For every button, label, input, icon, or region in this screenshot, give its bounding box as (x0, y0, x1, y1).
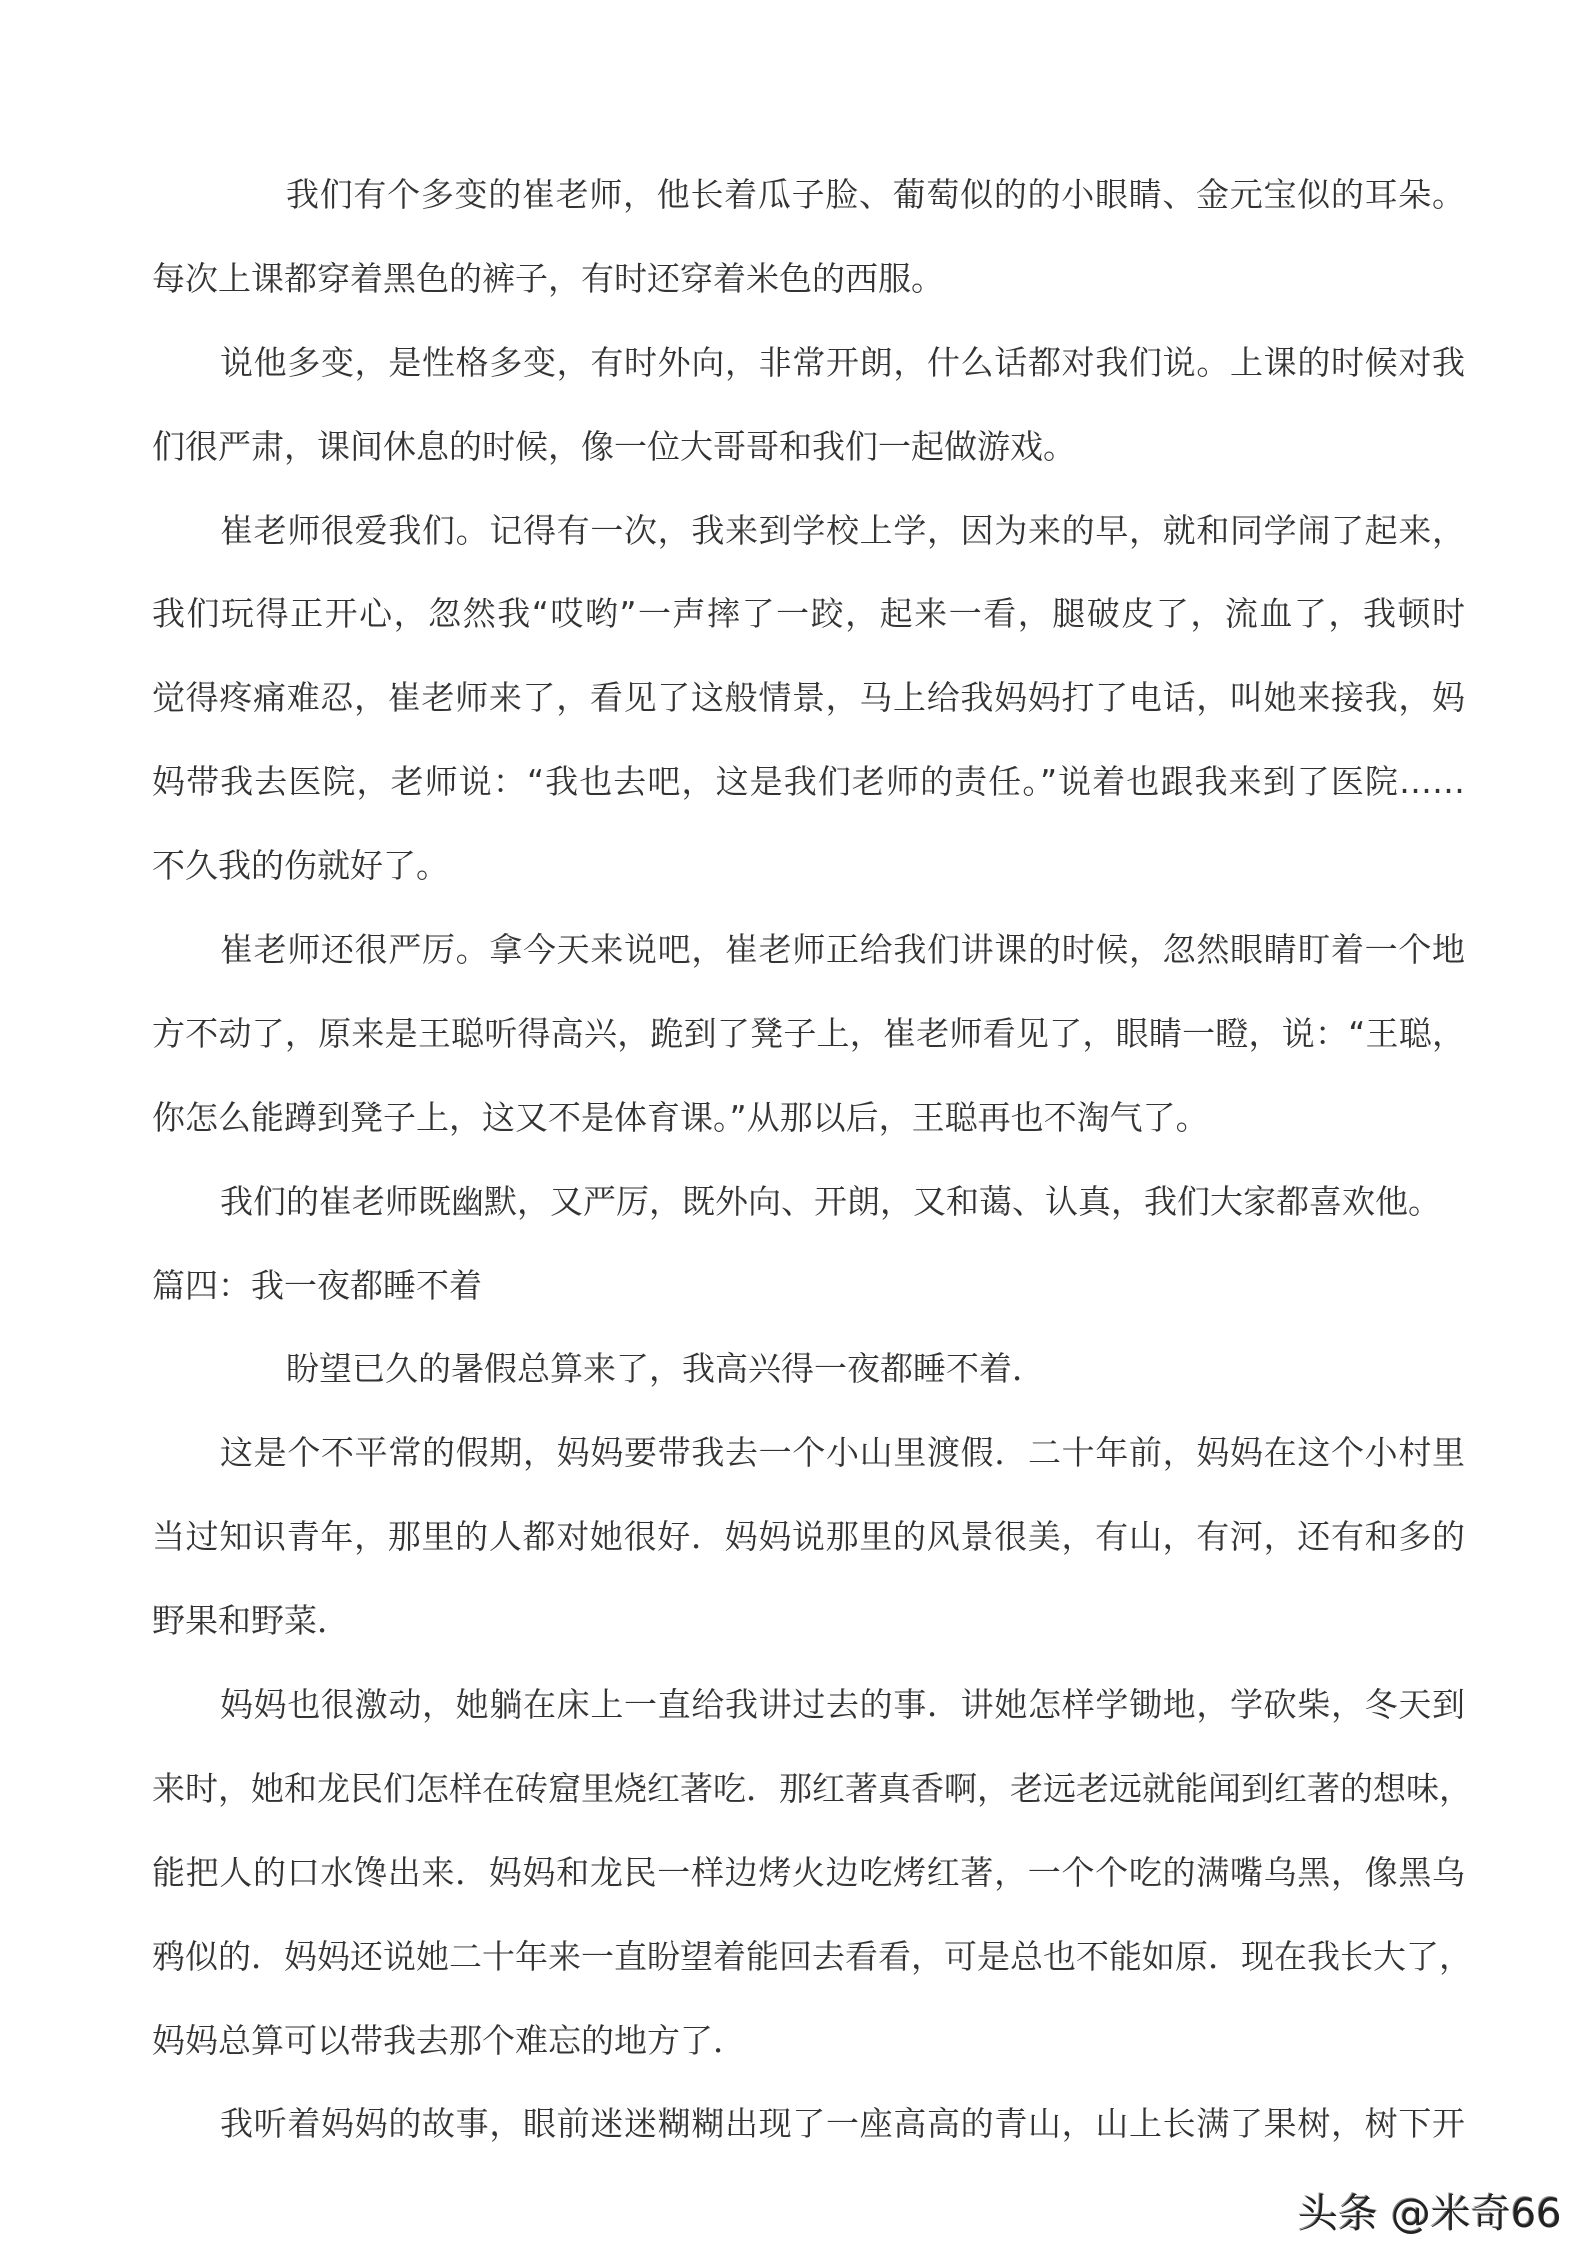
text-line: 方不动了，原来是王聪听得高兴，跪到了凳子上，崔老师看见了，眼睛一瞪，说：“王聪， (152, 1013, 1465, 1053)
text-line: 崔老师很爱我们。记得有一次，我来到学校上学，因为来的早，就和同学闹了起来， (220, 510, 1465, 550)
text-line: 我们的崔老师既幽默，又严厉，既外向、开朗，又和蔼、认真，我们大家都喜欢他。 (220, 1181, 1441, 1221)
text-line: 崔老师还很严厉。拿今天来说吧，崔老师正给我们讲课的时候，忽然眼睛盯着一个地 (220, 930, 1465, 970)
text-line: 当过知识青年，那里的人都对她很好．妈妈说那里的风景很美，有山，有河，还有和多的 (152, 1517, 1465, 1557)
text-line: 每次上课都穿着黑色的裤子，有时还穿着米色的西服。 (152, 258, 944, 298)
text-line: 我们玩得正开心，忽然我“哎哟”一声摔了一跤，起来一看，腿破皮了，流血了，我顿时 (152, 594, 1465, 634)
text-line: 妈妈总算可以带我去那个难忘的地方了． (152, 2020, 746, 2060)
text-line: 说他多变，是性格多变，有时外向，非常开朗，什么话都对我们说。上课的时候对我 (220, 342, 1465, 382)
text-line: 妈带我去医院，老师说：“我也去吧，这是我们老师的责任。”说着也跟我来到了医院…… (152, 762, 1465, 802)
text-line: 不久我的伤就好了。 (152, 846, 449, 886)
text-line: 这是个不平常的假期，妈妈要带我去一个小山里渡假．二十年前，妈妈在这个小村里 (220, 1433, 1465, 1473)
text-line: 野果和野菜． (152, 1601, 350, 1641)
document-body (152, 174, 1472, 2187)
text-line: 你怎么能蹲到凳子上，这又不是体育课。”从那以后，王聪再也不淘气了。 (152, 1097, 1209, 1137)
text-line: 我听着妈妈的故事，眼前迷迷糊糊出现了一座高高的青山，山上长满了果树，树下开 (220, 2104, 1465, 2144)
text-line: 觉得疼痛难忍，崔老师来了，看见了这般情景，马上给我妈妈打了电话，叫她来接我，妈 (152, 678, 1465, 718)
text-line: 鸦似的．妈妈还说她二十年来一直盼望着能回去看看，可是总也不能如原．现在我长大了， (152, 1936, 1472, 1976)
text-line: 能把人的口水馋出来．妈妈和龙民一样边烤火边吃烤红著，一个个吃的满嘴乌黑，像黑乌 (152, 1852, 1465, 1892)
text-line: 我们有个多变的崔老师，他长着瓜子脸、葡萄似的的小眼睛、金元宝似的耳朵。 (286, 175, 1465, 214)
section-heading: 篇四：我一夜都睡不着 (152, 1265, 482, 1305)
watermark: 头条 @米奇66 (1298, 2191, 1562, 2237)
text-line: 来时，她和龙民们怎样在砖窟里烧红著吃．那红著真香啊，老远老远就能闻到红著的想味， (152, 1768, 1472, 1808)
text-line: 们很严肃，课间休息的时候，像一位大哥哥和我们一起做游戏。 (152, 426, 1076, 466)
text-line: 妈妈也很激动，她躺在床上一直给我讲过去的事．讲她怎样学锄地，学砍柴，冬天到 (220, 1685, 1465, 1725)
text-line: 盼望已久的暑假总算来了，我高兴得一夜都睡不着． (286, 1349, 1045, 1389)
